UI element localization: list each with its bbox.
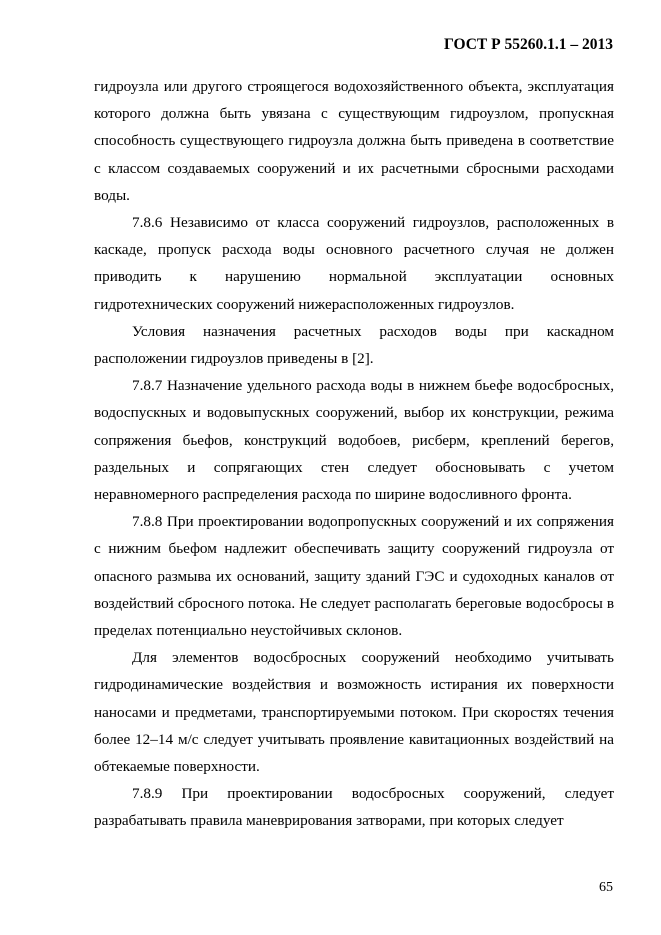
document-header: ГОСТ Р 55260.1.1 – 2013	[444, 36, 613, 53]
paragraph-continuation: гидроузла или другого строящегося водохозяйственного объекта, эксплуатация которого должна быть увязана с существующим гидроузлом, пропускная способность существующего гидроузла должна быть приведена в соответствие с классом создаваемых сооружений и их расчетными сбросными расходами воды.	[94, 78, 614, 204]
paragraph-7-8-8: 7.8.8 При проектировании водопропускных сооружений и их сопряжения с нижним бьефом надлежит обеспечивать защиту сооружений гидроузла от опасного размыва их оснований, защиту зданий ГЭС и судоходных каналов от воздействий сбросного потока. Не следует располагать береговые водосбросы в пределах потенциально неустойчивых склонов.	[94, 513, 614, 640]
paragraph-cascade-conditions: Условия назначения расчетных расходов воды при каскадном расположении гидроузлов приведены в [2].	[94, 322, 614, 368]
paragraph-7-8-9: 7.8.9 При проектировании водосбросных сооружений, следует разрабатывать правила маневрирования затворами, при которых следует	[94, 785, 614, 830]
paragraph-7-8-7: 7.8.7 Назначение удельного расхода воды в нижнем бьефе водосбросных, водоспускных и водовыпускных сооружений, выбор их конструкции, режима сопряжения бьефов, конструкций водобоев, рисберм, креплений берегов, раздельных и сопрягающих стен следует обосновывать с учетом неравномерного распределения расхода по ширине водосливного фронта.	[94, 377, 614, 504]
page-number: 65	[599, 880, 613, 895]
document-body	[94, 73, 614, 835]
paragraph-spillway-elements: Для элементов водосбросных сооружений необходимо учитывать гидродинамические воздействия и возможность истирания их поверхности наносами и предметами, транспортируемыми потоком. При скоростях течения более 12–14 м/с следует учитывать проявление кавитационных воздействий на обтекаемые поверхности.	[94, 649, 614, 776]
paragraph-7-8-6: 7.8.6 Независимо от класса сооружений гидроузлов, расположенных в каскаде, пропуск расхода воды основного расчетного случая не должен приводить к нарушению нормальной эксплуатации основных гидротехнических сооружений нижерасположенных гидроузлов.	[94, 214, 614, 313]
